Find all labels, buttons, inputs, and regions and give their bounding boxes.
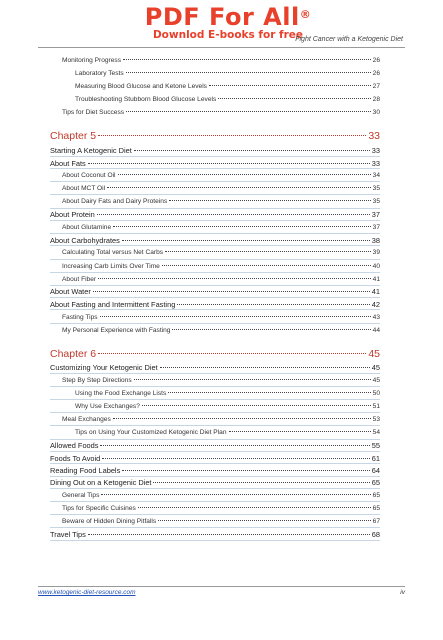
toc-entry-page: 33 — [371, 146, 380, 156]
toc-chapter-entry[interactable] — [50, 346, 380, 362]
toc-entry-page: 41 — [371, 287, 380, 297]
toc-entry-title: Foods To Avoid — [50, 453, 101, 463]
toc-entry-page: 43 — [372, 313, 380, 321]
dot-leader — [100, 316, 371, 317]
toc-entry[interactable] — [50, 489, 380, 502]
toc-entry-page: 40 — [372, 262, 380, 270]
toc-entry-title: Starting A Ketogenic Diet — [50, 146, 132, 156]
toc-entry-title: Using the Food Exchange Lists — [75, 390, 167, 398]
toc-entry[interactable] — [50, 67, 380, 80]
dot-leader — [100, 445, 369, 446]
toc-entry-page: 45 — [368, 347, 380, 360]
toc-entry-title: About Protein — [50, 210, 95, 220]
dot-leader — [107, 187, 371, 188]
toc-entry-page: 65 — [372, 505, 380, 513]
toc-entry-title: About Fats — [50, 158, 86, 168]
toc-entry-page: 64 — [371, 465, 380, 475]
dot-leader — [134, 379, 371, 380]
toc-entry-page: 44 — [372, 326, 380, 334]
toc-entry-page: 65 — [371, 478, 380, 488]
dot-leader — [101, 494, 370, 495]
toc-entry[interactable] — [50, 374, 380, 387]
toc-entry[interactable] — [50, 221, 380, 234]
chapter-spacer — [50, 119, 380, 128]
toc-entry-title: Chapter 6 — [50, 347, 97, 360]
toc-entry[interactable] — [50, 182, 380, 195]
dot-leader — [126, 111, 371, 112]
toc-entry-title: Meal Exchanges — [62, 416, 111, 424]
dot-leader — [229, 431, 371, 432]
dot-leader — [88, 534, 370, 535]
header-rule — [38, 47, 405, 48]
dot-leader — [113, 418, 371, 419]
toc-entry-page: 65 — [372, 492, 380, 500]
toc-entry[interactable] — [50, 464, 380, 476]
dot-leader — [168, 392, 370, 393]
footer-page-number: iv — [400, 589, 405, 596]
toc-entry[interactable] — [50, 440, 380, 452]
toc-entry-title: Travel Tips — [50, 530, 86, 540]
toc-entry-page: 50 — [372, 390, 380, 398]
toc-entry[interactable] — [50, 362, 380, 374]
toc-entry-title: Laboratory Tests — [75, 70, 124, 78]
toc-entry-title: Customizing Your Ketogenic Diet — [50, 363, 158, 373]
toc-entry-title: Allowed Foods — [50, 441, 99, 451]
toc-entry[interactable] — [50, 528, 380, 540]
toc-entry-page: 27 — [372, 83, 380, 91]
toc-entry-title: About Carbohydrates — [50, 235, 120, 245]
dot-leader — [98, 278, 371, 279]
toc-entry-title: Why Use Exchanges? — [75, 403, 140, 411]
toc-entry-title: About Dairy Fats and Dairy Proteins — [62, 198, 168, 206]
dot-leader — [165, 251, 371, 252]
toc-entry-title: Monitoring Progress — [62, 57, 122, 65]
dot-leader — [122, 470, 370, 471]
toc-entry-title: Tips for Specific Cuisines — [62, 505, 136, 513]
toc-entry[interactable] — [50, 452, 380, 464]
toc-entry[interactable] — [50, 413, 380, 426]
toc-entry[interactable] — [50, 298, 380, 310]
dot-leader — [218, 98, 370, 99]
dot-leader — [134, 150, 370, 151]
dot-leader — [126, 72, 371, 73]
running-header-title: Fight Cancer with a Ketogenic Diet — [295, 36, 403, 43]
toc-entry-title: About Coconut Oil — [62, 172, 116, 180]
toc-entry-page: 42 — [371, 299, 380, 309]
toc-entry-title: Troubleshooting Stubborn Blood Glucose Levels — [75, 96, 217, 104]
toc-entry-title: Beware of Hidden Dining Pitfalls — [62, 518, 157, 526]
toc-entry-page: 30 — [372, 109, 380, 117]
toc-entry[interactable] — [50, 286, 380, 298]
toc-entry-page: 26 — [372, 57, 380, 65]
toc-entry-title: About Fiber — [62, 275, 97, 283]
toc-entry[interactable] — [50, 246, 380, 259]
toc-entry[interactable] — [50, 400, 380, 413]
toc-entry-title: Fasting Tips — [62, 313, 98, 321]
toc-entry-title: Tips on Using Your Customized Ketogenic Diet Plan — [75, 429, 227, 437]
toc-entry-page: 39 — [372, 249, 380, 257]
toc-entry[interactable] — [50, 310, 380, 323]
toc-entry-title: Reading Food Labels — [50, 465, 121, 475]
toc-entry[interactable] — [50, 93, 380, 106]
toc-entry-page: 53 — [372, 416, 380, 424]
toc-entry-title: My Personal Experience with Fasting — [62, 326, 171, 334]
toc-entry-title: Measuring Blood Glucose and Ketone Levels — [75, 83, 207, 91]
toc-entry[interactable] — [50, 515, 380, 528]
toc-entry-title: Step By Step Directions — [62, 377, 132, 385]
toc-entry[interactable] — [50, 426, 380, 439]
dot-leader — [98, 353, 366, 354]
dot-leader — [177, 304, 369, 305]
toc-entry-page: 35 — [372, 198, 380, 206]
dot-leader — [158, 520, 370, 521]
footer-website-link[interactable]: www.ketogenic-diet-resource.com — [38, 589, 136, 596]
toc-entry-title: About MCT Oil — [62, 185, 106, 193]
toc-entry-title: Calculating Total versus Net Carbs — [62, 249, 164, 257]
registered-mark: ® — [299, 8, 312, 21]
dot-leader — [118, 174, 371, 175]
toc-entry-title: About Water — [50, 287, 91, 297]
toc-entry[interactable] — [50, 477, 380, 489]
toc-entry[interactable] — [50, 209, 380, 221]
logo-title: PDF For All — [144, 3, 300, 31]
toc-entry-page: 35 — [372, 185, 380, 193]
toc-entry[interactable] — [50, 324, 380, 337]
dot-leader — [102, 458, 370, 459]
toc-entry[interactable] — [50, 387, 380, 400]
toc-entry-title: Dining Out on a Ketogenic Diet — [50, 478, 152, 488]
toc-entry[interactable] — [50, 144, 380, 156]
toc-entry-page: 37 — [372, 223, 380, 231]
dot-leader — [138, 507, 371, 508]
toc-entry-page: 33 — [371, 158, 380, 168]
footer-rule — [38, 586, 405, 587]
dot-leader — [88, 163, 370, 164]
toc-entry-title: Chapter 5 — [50, 130, 97, 143]
toc-entry-title: About Fasting and Intermittent Fasting — [50, 299, 176, 309]
dot-leader — [123, 59, 371, 60]
toc-entry-page: 51 — [372, 403, 380, 411]
dot-leader — [142, 405, 371, 406]
toc-entry-page: 54 — [372, 429, 380, 437]
toc-entry-title: General Tips — [62, 492, 100, 500]
toc-entry-page: 68 — [371, 530, 380, 540]
chapter-spacer — [50, 337, 380, 346]
logo-tagline: Downlod E-books for free — [152, 29, 304, 41]
dot-leader — [98, 135, 366, 136]
toc-entry[interactable] — [50, 157, 380, 169]
toc-entry-page: 45 — [372, 377, 380, 385]
toc-entry-page: 45 — [371, 363, 380, 373]
dot-leader — [172, 329, 370, 330]
toc-entry[interactable] — [50, 54, 380, 67]
dot-leader — [169, 200, 370, 201]
toc-entry-page: 41 — [372, 275, 380, 283]
dot-leader — [160, 367, 370, 368]
toc-entry[interactable] — [50, 502, 380, 515]
toc-entry-page: 61 — [371, 453, 380, 463]
toc-entry[interactable] — [50, 169, 380, 182]
toc-entry-title: About Glutamine — [62, 223, 112, 231]
toc-entry[interactable] — [50, 106, 380, 119]
dot-leader — [97, 214, 370, 215]
toc-entry-title: Increasing Carb Limits Over Time — [62, 262, 160, 270]
toc-entry-page: 26 — [372, 70, 380, 78]
toc-entry-title: Tips for Diet Success — [62, 109, 125, 117]
toc-entry-page: 67 — [372, 518, 380, 526]
toc-entry-page: 34 — [372, 172, 380, 180]
toc-entry[interactable] — [50, 234, 380, 246]
dot-leader — [209, 85, 371, 86]
toc-entry-page: 28 — [372, 96, 380, 104]
row-divider — [50, 540, 380, 541]
pdf-for-all-logo — [143, 4, 313, 41]
dot-leader — [93, 291, 370, 292]
toc-entry[interactable] — [50, 195, 380, 208]
toc-chapter-entry[interactable] — [50, 128, 380, 144]
toc-entry-page: 37 — [371, 210, 380, 220]
toc-entry[interactable] — [50, 273, 380, 286]
toc-entry-page: 33 — [368, 130, 380, 143]
dot-leader — [122, 240, 370, 241]
dot-leader — [113, 226, 371, 227]
toc-entry[interactable] — [50, 80, 380, 93]
table-of-contents — [50, 54, 380, 541]
toc-entry-page: 38 — [371, 235, 380, 245]
toc-entry[interactable] — [50, 260, 380, 273]
dot-leader — [153, 482, 369, 483]
toc-entry-page: 55 — [371, 441, 380, 451]
dot-leader — [162, 265, 371, 266]
